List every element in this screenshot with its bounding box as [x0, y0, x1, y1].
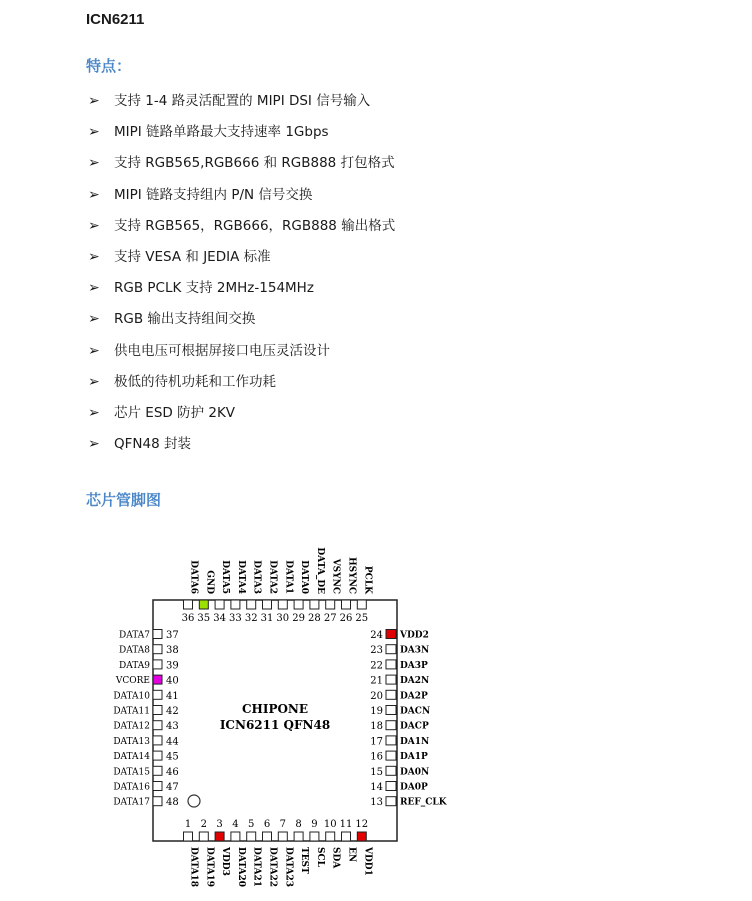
pin-label: DATA17 — [113, 797, 150, 808]
pin-number: 48 — [166, 797, 179, 809]
pin-number: 7 — [279, 819, 286, 830]
pin-label: DA1N — [400, 736, 430, 747]
pin-pad-left — [153, 782, 162, 791]
bullet-arrow-icon: ➢ — [88, 217, 100, 234]
pin-pad-top — [357, 600, 366, 609]
pin-pad-right — [386, 751, 396, 760]
pin-pad-top — [247, 600, 256, 609]
bullet-arrow-icon: ➢ — [88, 373, 100, 390]
pin-label: DATA9 — [119, 660, 150, 671]
pin-number: 5 — [248, 819, 255, 830]
pin-number: 29 — [292, 613, 305, 624]
pin-number: 9 — [311, 819, 318, 830]
bullet-arrow-icon: ➢ — [88, 436, 100, 453]
pin-pad-right — [386, 645, 396, 654]
pin-number: 6 — [263, 819, 271, 830]
pin-label: DATA16 — [113, 782, 150, 793]
pin-pad-bottom — [294, 832, 303, 841]
feature-text: 供电电压可根据屏接口电压灵活设计 — [114, 342, 330, 359]
pin-number: 20 — [370, 690, 383, 702]
feature-text: MIPI 链路支持组内 P/N 信号交换 — [114, 186, 313, 203]
pin-label: DA2N — [400, 676, 430, 687]
pin-label: DATA12 — [113, 721, 150, 732]
feature-text: RGB PCLK 支持 2MHz-154MHz — [114, 280, 314, 297]
pin-label: DATA14 — [113, 752, 150, 763]
pin-pad-top — [263, 600, 272, 609]
pin-label: REF_CLK — [400, 797, 447, 808]
pin-pad-bottom — [310, 832, 319, 841]
pin-label: DA3N — [400, 645, 430, 656]
pin-number: 45 — [166, 751, 179, 763]
pin-pad-right — [386, 690, 396, 699]
pin-number: 47 — [166, 782, 179, 793]
pin-number: 39 — [166, 660, 179, 672]
pin-pad-top — [326, 600, 335, 609]
pin-pad-bottom — [326, 832, 335, 841]
pin-pad-left — [153, 736, 162, 745]
pin-label: DA0N — [400, 767, 430, 778]
features-heading: 特点： — [86, 57, 132, 75]
pin-number: 42 — [166, 706, 179, 717]
pin-label: DATA23 — [283, 847, 294, 888]
pin-pad-bottom — [278, 832, 287, 841]
pin-pad-top — [294, 600, 303, 609]
pin-number: 8 — [295, 819, 302, 830]
bullet-arrow-icon: ➢ — [88, 280, 100, 297]
pin-number: 44 — [166, 736, 179, 748]
pin-label: DATA3 — [251, 560, 262, 594]
bullet-arrow-icon: ➢ — [88, 186, 100, 203]
pin-label: DA3P — [400, 660, 428, 671]
pin-pad-right — [386, 797, 396, 806]
pin-pad-top — [215, 600, 224, 609]
pin-pad-left — [153, 751, 162, 760]
pin-label: DATA19 — [204, 847, 215, 888]
pin-number: 38 — [166, 645, 179, 657]
pin-label: DATA4 — [235, 560, 246, 594]
pin-number: 24 — [370, 630, 383, 641]
feature-text: RGB 输出支持组间交换 — [114, 311, 256, 328]
bullet-arrow-icon: ➢ — [88, 405, 100, 421]
pin-pad-top — [184, 600, 193, 609]
chip-model: ICN6211 QFN48 — [219, 718, 331, 732]
pin-pad-right — [386, 660, 396, 669]
pin-pad-bottom — [199, 832, 208, 841]
pin-label: DATA15 — [113, 767, 150, 778]
pin-number: 35 — [197, 613, 211, 624]
pin-pad-bottom — [263, 832, 272, 841]
pin-number: 2 — [200, 819, 207, 830]
bullet-arrow-icon: ➢ — [88, 124, 100, 141]
bullet-arrow-icon: ➢ — [88, 249, 100, 265]
pin-number: 14 — [370, 782, 383, 793]
pin-label: DATA6 — [188, 560, 199, 594]
pin-label: DATA10 — [113, 691, 150, 702]
pin-label: DATA2 — [267, 560, 278, 594]
pin-label: DATA5 — [220, 560, 231, 594]
pin-pad-right — [386, 706, 396, 715]
pin-pad-left — [153, 660, 162, 669]
pin-pad-top — [310, 600, 319, 609]
pin-pad-top — [278, 600, 287, 609]
pin-number: 10 — [323, 819, 337, 830]
pin-label: TEST — [299, 847, 310, 874]
feature-text: 支持 VESA 和 JEDIA 标准 — [114, 249, 271, 265]
pin-label: VDD2 — [400, 630, 429, 641]
pin-number: 21 — [370, 675, 383, 687]
pin-number: 37 — [166, 630, 179, 641]
feature-text: 支持 RGB565，RGB666，RGB888 输出格式 — [114, 217, 396, 234]
pin-label: VCORE — [115, 676, 150, 687]
pin-label: DATA20 — [235, 847, 246, 888]
pin-label: DACN — [400, 706, 431, 717]
feature-text: 芯片 ESD 防护 2KV — [114, 405, 236, 421]
pin-label: DATA1 — [283, 560, 294, 594]
pin-pad-bottom — [357, 832, 366, 841]
pin-number: 36 — [181, 613, 195, 624]
chip-vendor: CHIPONE — [241, 702, 309, 716]
pin-label: DATA18 — [188, 847, 199, 888]
pin-number: 12 — [355, 819, 369, 830]
pin-number: 15 — [370, 766, 383, 778]
pin-pad-bottom — [215, 832, 224, 841]
pin-label: VSYNC — [330, 558, 341, 594]
pin-label: DACP — [400, 721, 429, 732]
pin-label: DATA11 — [113, 706, 150, 717]
pin-pad-bottom — [247, 832, 256, 841]
feature-text: QFN48 封装 — [114, 436, 191, 453]
pin-number: 40 — [166, 675, 179, 687]
pin-number: 19 — [370, 706, 383, 717]
pin-pad-bottom — [184, 832, 193, 841]
pin-label: DATA8 — [119, 645, 150, 656]
pin-number: 31 — [260, 613, 274, 624]
bullet-arrow-icon: ➢ — [88, 342, 100, 359]
pin-number: 41 — [166, 690, 179, 702]
pin-number: 26 — [339, 613, 353, 624]
feature-text: 极低的待机功耗和工作功耗 — [114, 373, 276, 390]
pin-number: 17 — [370, 736, 383, 748]
pin-number: 33 — [229, 613, 242, 624]
pin-label: VDD1 — [362, 847, 373, 876]
pin-pad-right — [386, 721, 396, 730]
pin-number: 25 — [355, 613, 369, 624]
pin-pad-left — [153, 706, 162, 715]
pin-pad-top — [231, 600, 240, 609]
pin-number: 4 — [232, 819, 239, 830]
pin-number: 18 — [370, 721, 383, 733]
pin-pad-left — [153, 766, 162, 775]
pin-number: 46 — [166, 766, 179, 778]
pin-label: DATA0 — [299, 560, 310, 594]
pin-number: 43 — [166, 721, 179, 733]
pin-pad-top — [199, 600, 208, 609]
pin-pad-right — [386, 630, 396, 639]
bullet-arrow-icon: ➢ — [88, 155, 100, 172]
pin-number: 27 — [323, 613, 337, 624]
pinout-heading: 芯片管脚图 — [86, 491, 162, 509]
pin-number: 1 — [184, 819, 192, 830]
pin-pad-right — [386, 675, 396, 684]
pin-label: DA1P — [400, 752, 428, 763]
pin-number: 23 — [370, 645, 383, 657]
pin-number: 13 — [370, 797, 383, 809]
feature-text: 支持 RGB565,RGB666 和 RGB888 打包格式 — [114, 155, 395, 172]
pin-pad-left — [153, 645, 162, 654]
pin-number: 30 — [276, 613, 290, 624]
pin-number: 3 — [216, 819, 223, 830]
pin-number: 28 — [308, 613, 321, 624]
pin-label: DATA13 — [113, 736, 150, 747]
pin-pad-left — [153, 797, 162, 806]
feature-text: 支持 1-4 路灵活配置的 MIPI DSI 信号输入 — [114, 93, 371, 109]
pin-number: 11 — [339, 819, 353, 830]
pin-pad-top — [342, 600, 351, 609]
pin-number: 32 — [244, 613, 258, 624]
pin-label: PCLK — [362, 565, 373, 594]
pin-pad-right — [386, 736, 396, 745]
pin-number: 16 — [370, 751, 383, 763]
pin-label: DA0P — [400, 782, 428, 793]
pin-number: 34 — [213, 613, 226, 624]
pin-pad-bottom — [342, 832, 351, 841]
pin-pad-right — [386, 766, 396, 775]
bullet-arrow-icon: ➢ — [88, 93, 100, 109]
pin-label: VDD3 — [220, 847, 231, 876]
bullet-arrow-icon: ➢ — [88, 311, 100, 328]
pin-number: 22 — [370, 660, 383, 672]
pin-label: DATA7 — [119, 630, 150, 641]
feature-text: MIPI 链路单路最大支持速率 1Gbps — [114, 124, 329, 141]
pin-label: HSYNC — [346, 557, 357, 594]
document-title: ICN6211 — [86, 11, 145, 28]
pin-label: DATA21 — [251, 847, 262, 888]
pin-pad-left — [153, 675, 162, 684]
pin-pad-right — [386, 782, 396, 791]
pin-label: SCL — [314, 847, 325, 867]
pin-label: DATA22 — [267, 847, 278, 888]
pin-pad-left — [153, 690, 162, 699]
pin-label: EN — [346, 847, 357, 863]
pin-label: DA2P — [400, 691, 428, 702]
pin-pad-left — [153, 721, 162, 730]
pin-label: GND — [204, 570, 215, 594]
pin-pad-left — [153, 630, 162, 639]
pin-label: SDA — [330, 847, 341, 869]
pin-label: DATA_DE — [314, 547, 325, 594]
pin-pad-bottom — [231, 832, 240, 841]
